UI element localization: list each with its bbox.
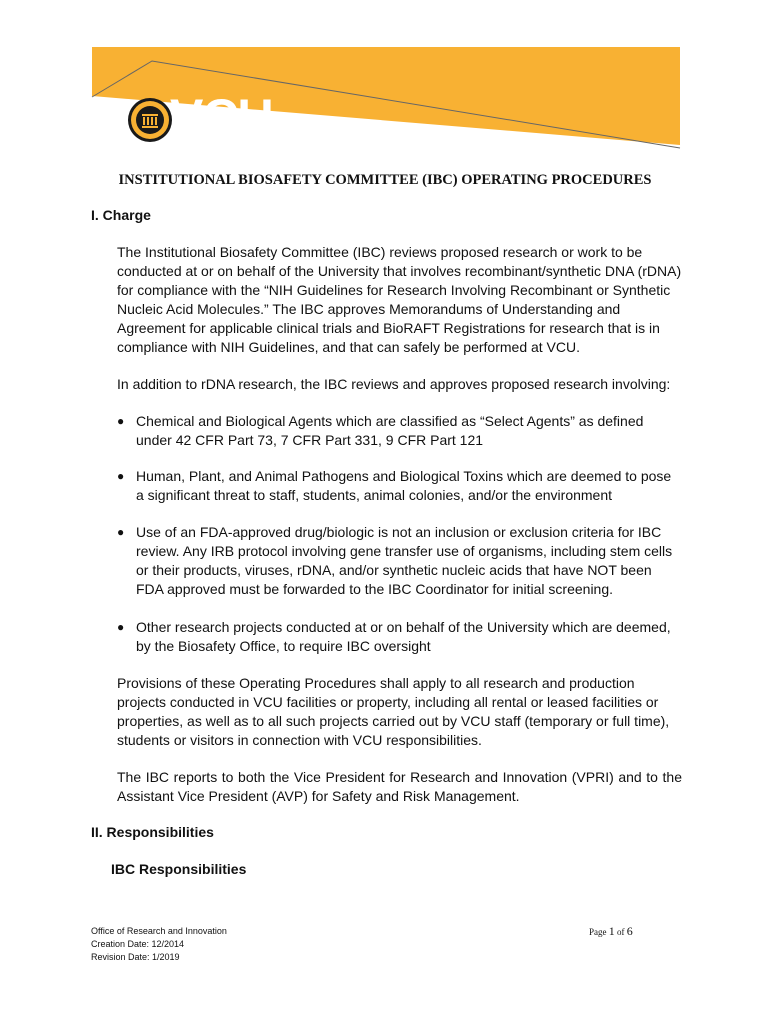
header-banner: [0, 0, 770, 160]
list-item-text: Chemical and Biological Agents which are classified as “Select Agents” as defined under 42 CFR Part 73, 7 CFR Part 331, 9 CFR Part 121: [136, 413, 644, 448]
charge-paragraph-1: The Institutional Biosafety Committee (IBC) reviews proposed research or work to be conducted at or on behalf of the University that involves recombinant/synthetic DNA (rDNA) for compliance with the “NIH Guidelines for Research Involving Recombinant or Synthetic Nucleic Acid Molecules.” The IBC approves Memorandums of Understanding and Agreement for applicable clinical trials and BioRAFT Registrations for research that is in compliance with NIH Guidelines, and that can safely be performed at VCU.: [117, 244, 682, 355]
page-current: 1: [608, 924, 615, 938]
list-item: [117, 618, 682, 656]
section-heading-responsibilities: II. Responsibilities: [91, 824, 214, 840]
list-item-text: Human, Plant, and Animal Pathogens and Biological Toxins which are deemed to pose a significant threat to staff, students, animal colonies, and/or the environment: [136, 468, 672, 503]
section-heading-charge: I. Charge: [91, 207, 151, 223]
footer-office: Office of Research and Innovation: [91, 926, 227, 936]
page-title: INSTITUTIONAL BIOSAFETY COMMITTEE (IBC) OPERATING PROCEDURES: [118, 172, 652, 188]
page-label: Page: [589, 927, 607, 937]
charge-paragraph-2: In addition to rDNA research, the IBC reviews and approves proposed research involving:: [117, 376, 671, 392]
charge-paragraph-4: The IBC reports to both the Vice President for Research and Innovation (VPRI) and to the Assistant Vice President (AVP) for Safety and Risk Management.: [117, 769, 682, 804]
page-total: 6: [626, 924, 633, 938]
footer-revision-date: Revision Date: 1/2019: [91, 952, 180, 962]
list-item: [117, 467, 682, 505]
footer-creation-date: Creation Date: 12/2014: [91, 939, 185, 949]
bullet-icon: ●: [117, 414, 125, 428]
charge-paragraph-3: Provisions of these Operating Procedures shall apply to all research and production projects conducted in VCU facilities or property, including all rental or leased facilities or properties, as well as to all such projects carried out by VCU staff (temporary or full time), students or visitors in connection with VCU responsibilities.: [117, 675, 670, 748]
list-item: [117, 412, 682, 450]
bullet-icon: ●: [117, 525, 125, 539]
subheading-ibc-responsibilities: IBC Responsibilities: [111, 861, 247, 877]
list-item-text: Use of an FDA-approved drug/biologic is not an inclusion or exclusion criteria for IBC review. Any IRB protocol involving gene transfer use of organisms, including stem cells or their products, viruses, rDNA, and/or synthetic nucleic acids that have NOT been FDA approved must be forwarded to the IBC Coordinator for initial screening.: [136, 524, 673, 597]
page-number: [589, 924, 633, 939]
footer-info: [91, 925, 227, 964]
page-of: of: [617, 927, 625, 937]
bullet-icon: ●: [117, 620, 125, 634]
bullet-icon: ●: [117, 469, 125, 483]
vcu-logo-text: VCU: [170, 89, 273, 145]
list-item: [117, 523, 682, 599]
vcu-seal-icon: [127, 97, 173, 143]
list-item-text: Other research projects conducted at or on behalf of the University which are deemed, by the Biosafety Office, to require IBC oversight: [136, 619, 671, 654]
